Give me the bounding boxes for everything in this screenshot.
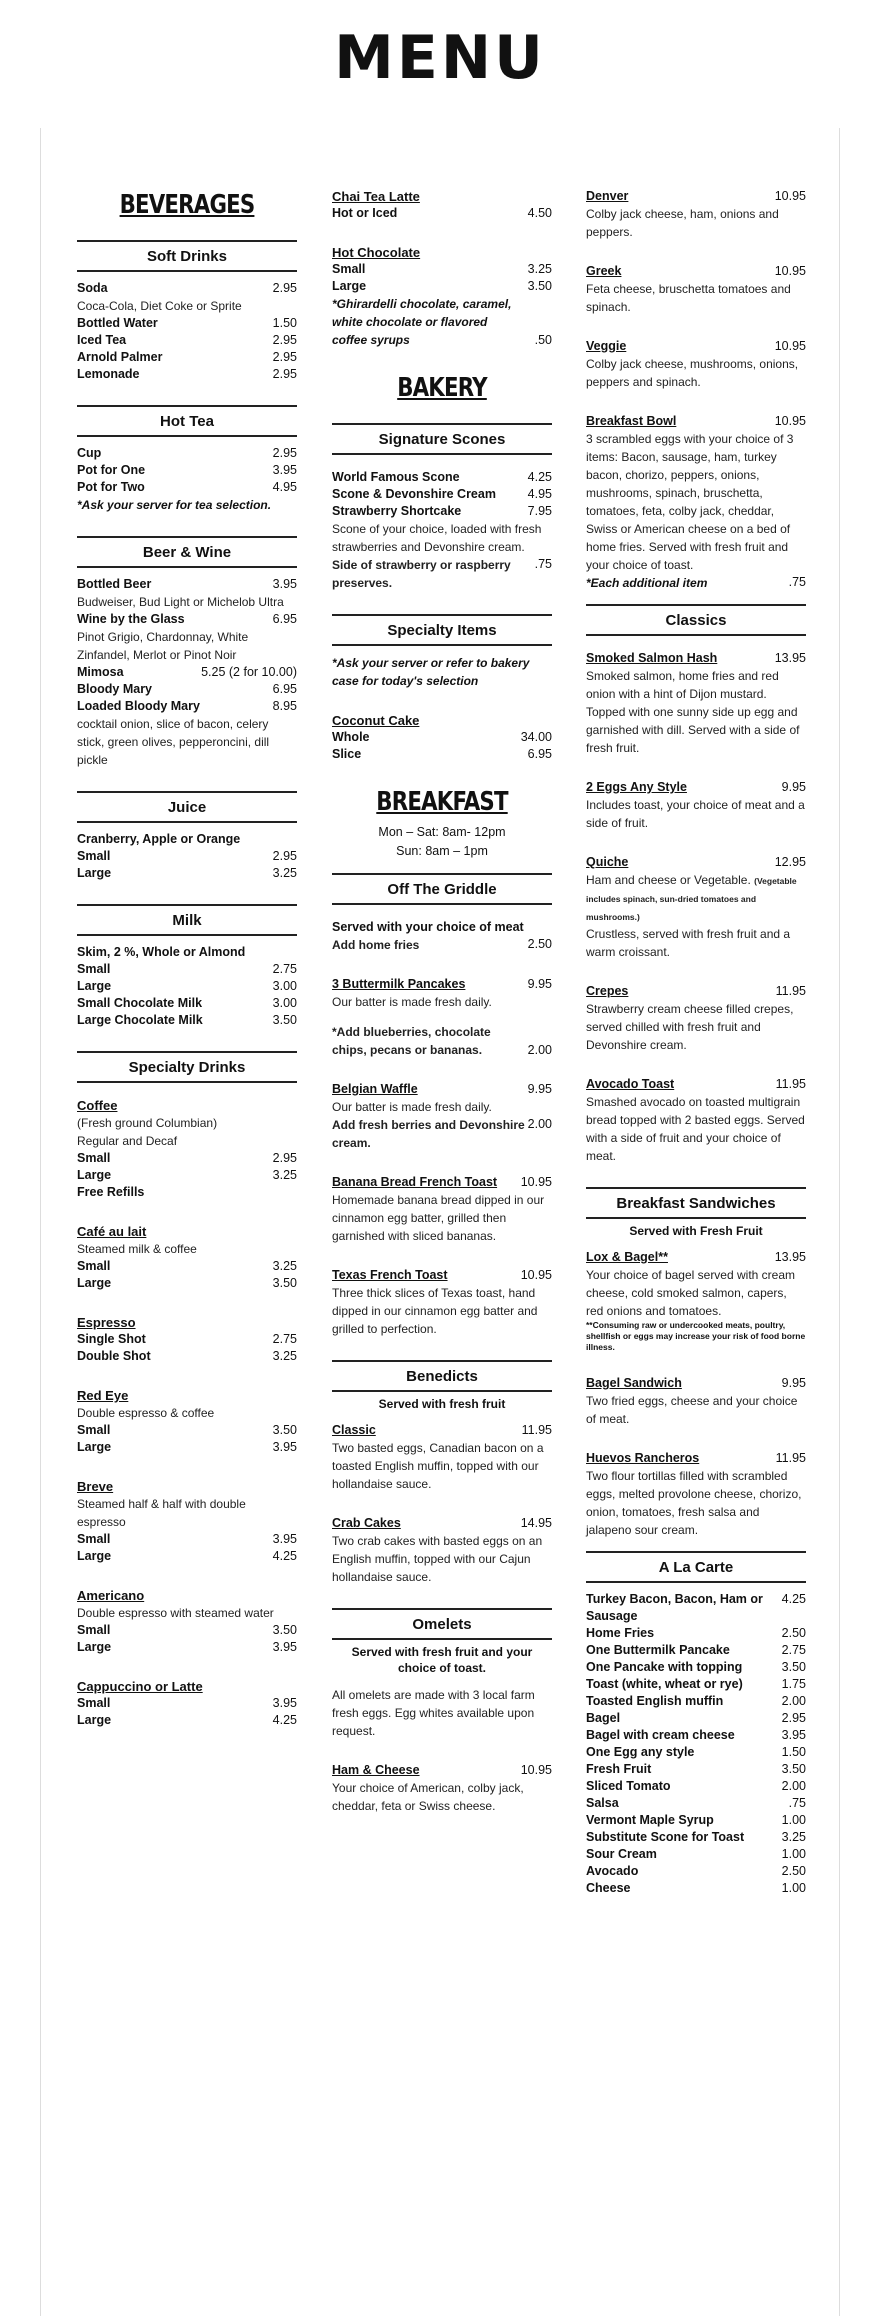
menu-sheet bbox=[40, 128, 840, 2316]
menu-item: Pot for One 3.95 bbox=[77, 463, 297, 477]
menu-item: Huevos Rancheros 11.95 bbox=[586, 1451, 806, 1465]
menu-item: Cranberry, Apple or Orange bbox=[77, 832, 241, 846]
item-description: Your choice of American, colby jack, cheddar, feta or Swiss cheese. bbox=[332, 1781, 524, 1813]
item-description: 3 scrambled eggs with your choice of 3 items: Bacon, sausage, ham, turkey bacon, chorizo, peppers, onions, mushrooms, spinach, bruschetta, tomatoes, feta, colby jack, cheddar, Swiss or American cheese on a bed of home fries. Served with fresh fruit and your choice of toast. bbox=[586, 432, 794, 572]
page-title: MENU bbox=[334, 23, 546, 93]
menu-item: Bloody Mary 6.95 bbox=[77, 682, 297, 696]
bakery-note: *Ask your server or refer to bakery case for today's selection bbox=[332, 656, 530, 688]
menu-item: Salsa .75 bbox=[586, 1796, 806, 1810]
menu-item: Quiche 12.95 bbox=[586, 855, 806, 869]
item-description: Double espresso with steamed water bbox=[77, 1606, 274, 1620]
menu-item: Pot for Two 4.95 bbox=[77, 480, 297, 494]
menu-item: Large 3.00 bbox=[77, 979, 297, 993]
menu-item: Wine by the Glass 6.95 bbox=[77, 612, 297, 626]
menu-item: Small 3.50 bbox=[77, 1623, 297, 1637]
item-description: Homemade banana bread dipped in our cinnamon egg batter, grilled then garnished with sliced bananas. bbox=[332, 1193, 545, 1243]
section-subtitle: Served with fresh fruit bbox=[378, 1397, 506, 1411]
section-a-la-carte: A La Carte bbox=[586, 1551, 806, 1583]
menu-item: Scone & Devonshire Cream 4.95 bbox=[332, 487, 552, 501]
menu-item: 2 Eggs Any Style 9.95 bbox=[586, 780, 806, 794]
menu-item: One Egg any style 1.50 bbox=[586, 1745, 806, 1759]
menu-item: Small 2.95 bbox=[77, 849, 297, 863]
breakfast-hours: Mon – Sat: 8am- 12pm Sun: 8am – 1pm bbox=[378, 825, 506, 858]
menu-item: Large 4.25 bbox=[77, 1549, 297, 1563]
section-soft-drinks: Soft Drinks bbox=[77, 240, 297, 272]
menu-item: Avocado Toast 11.95 bbox=[586, 1077, 806, 1091]
column-beverages bbox=[77, 188, 297, 1729]
menu-item: Large 4.25 bbox=[77, 1713, 297, 1727]
menu-item: *Each additional item .75 bbox=[586, 575, 806, 590]
menu-item: Smoked Salmon Hash 13.95 bbox=[586, 651, 806, 665]
menu-item: Small 3.25 bbox=[77, 1259, 297, 1273]
item-description: Regular and Decaf bbox=[77, 1134, 178, 1148]
item-description: Two crab cakes with basted eggs on an English muffin, topped with our Cajun hollandaise sauce. bbox=[332, 1534, 543, 1584]
item-description: Crustless, served with fresh fruit and a warm croissant. bbox=[586, 927, 791, 959]
menu-item: Double Shot 3.25 bbox=[77, 1349, 297, 1363]
item-description: Smoked salmon, home fries and red onion with a hint of Dijon mustard. Topped with one sunny side up egg and garnished with dill. Served with a side of fresh fruit. bbox=[586, 669, 800, 755]
item-description: Pinot Grigio, Chardonnay, White Zinfandel, Merlot or Pinot Noir bbox=[77, 630, 249, 662]
item-name: Coconut Cake bbox=[332, 713, 420, 728]
menu-item: World Famous Scone 4.25 bbox=[332, 470, 552, 484]
section-hot-tea: Hot Tea bbox=[77, 405, 297, 437]
menu-item: Small 3.95 bbox=[77, 1532, 297, 1546]
menu-item: Fresh Fruit 3.50 bbox=[586, 1762, 806, 1776]
item-description: Two basted eggs, Canadian bacon on a toasted English muffin, topped with our hollandaise sauce. bbox=[332, 1441, 544, 1491]
item-description: Two fried eggs, cheese and your choice of meat. bbox=[586, 1394, 798, 1426]
menu-item: Bagel with cream cheese 3.95 bbox=[586, 1728, 806, 1742]
menu-item: Small 3.25 bbox=[332, 262, 552, 276]
menu-item: Small 3.95 bbox=[77, 1696, 297, 1710]
menu-item: Classic 11.95 bbox=[332, 1423, 552, 1437]
menu-item: One Pancake with topping 3.50 bbox=[586, 1660, 806, 1674]
section-benedicts: Benedicts bbox=[332, 1360, 552, 1392]
menu-item: Ham & Cheese 10.95 bbox=[332, 1763, 552, 1777]
menu-item: Large 3.95 bbox=[77, 1640, 297, 1654]
a-la-carte-list bbox=[586, 1591, 806, 1897]
menu-item: Lemonade 2.95 bbox=[77, 367, 297, 381]
menu-item: Free Refills bbox=[77, 1185, 145, 1199]
menu-item: Large 3.50 bbox=[77, 1276, 297, 1290]
item-description: All omelets are made with 3 local farm fresh eggs. Egg whites available upon request. bbox=[332, 1688, 535, 1738]
menu-item: Slice 6.95 bbox=[332, 747, 552, 761]
item-description: Two flour tortillas filled with scrambled eggs, melted provolone cheese, chorizo, onion, tomatoes, fresh salsa and jalapeno sour cream. bbox=[586, 1469, 802, 1537]
section-beer-wine: Beer & Wine bbox=[77, 536, 297, 568]
bakery-title: BAKERY bbox=[397, 373, 487, 403]
section-subtitle: Served with fresh fruit and your choice of toast. bbox=[351, 1645, 533, 1675]
item-description: Our batter is made fresh daily. bbox=[332, 1100, 492, 1114]
item-description: Your choice of bagel served with cream cheese, cold smoked salmon, capers, red onions and tomatoes. bbox=[586, 1268, 796, 1318]
item-description: Colby jack cheese, ham, onions and peppers. bbox=[586, 207, 779, 239]
menu-item: Toast (white, wheat or rye) 1.75 bbox=[586, 1677, 806, 1691]
menu-item: Single Shot 2.75 bbox=[77, 1332, 297, 1346]
menu-item: Crepes 11.95 bbox=[586, 984, 806, 998]
menu-item: *Ghirardelli chocolate, caramel, white chocolate or flavored coffee syrups .50 bbox=[332, 297, 552, 347]
item-description: Ham and cheese or Vegetable. (Vegetable includes spinach, sun-dried tomatoes and mushrooms.) bbox=[586, 873, 797, 922]
menu-item: Turkey Bacon, Bacon, Ham or Sausage 4.25 bbox=[586, 1592, 806, 1623]
section-omelets: Omelets bbox=[332, 1608, 552, 1640]
menu-item: Vermont Maple Syrup 1.00 bbox=[586, 1813, 806, 1827]
menu-item: 3 Buttermilk Pancakes 9.95 bbox=[332, 977, 552, 991]
column-bakery-breakfast bbox=[332, 188, 552, 1815]
beverages-title: BEVERAGES bbox=[119, 190, 255, 220]
section-breakfast-sandwiches: Breakfast Sandwiches bbox=[586, 1187, 806, 1219]
item-description: Feta cheese, bruschetta tomatoes and spinach. bbox=[586, 282, 791, 314]
item-description: (Fresh ground Columbian) bbox=[77, 1116, 218, 1130]
menu-item: Large 3.25 bbox=[77, 1168, 297, 1182]
menu-item: Belgian Waffle 9.95 bbox=[332, 1082, 552, 1096]
menu-item: Whole 34.00 bbox=[332, 730, 552, 744]
item-name: Coffee bbox=[77, 1098, 118, 1113]
menu-item: Arnold Palmer 2.95 bbox=[77, 350, 297, 364]
menu-item: Sliced Tomato 2.00 bbox=[586, 1779, 806, 1793]
item-name: Café au lait bbox=[77, 1224, 147, 1239]
menu-item: Small 2.95 bbox=[77, 1151, 297, 1165]
item-description: Our batter is made fresh daily. bbox=[332, 995, 492, 1009]
menu-item: Loaded Bloody Mary 8.95 bbox=[77, 699, 297, 713]
menu-item: Cheese 1.00 bbox=[586, 1881, 806, 1895]
item-description: Smashed avocado on toasted multigrain bread topped with 2 basted eggs. Served with a side of fruit and your choice of meat. bbox=[586, 1095, 805, 1163]
menu-item: Small 2.75 bbox=[77, 962, 297, 976]
item-name: Red Eye bbox=[77, 1388, 129, 1403]
menu-item: Large 3.50 bbox=[332, 279, 552, 293]
item-description: Scone of your choice, loaded with fresh strawberries and Devonshire cream. bbox=[332, 522, 542, 554]
menu-item: Texas French Toast 10.95 bbox=[332, 1268, 552, 1282]
menu-item: Add fresh berries and Devonshire cream. 2.00 bbox=[332, 1117, 552, 1150]
menu-item: Bottled Water 1.50 bbox=[77, 316, 297, 330]
menu-item: Large Chocolate Milk 3.50 bbox=[77, 1013, 297, 1027]
item-name: Chai Tea Latte bbox=[332, 189, 420, 204]
item-name: Breve bbox=[77, 1479, 114, 1494]
menu-item: Side of strawberry or raspberry preserves. .75 bbox=[332, 557, 552, 590]
menu-item: Crab Cakes 14.95 bbox=[332, 1516, 552, 1530]
column-omelets-classics bbox=[586, 188, 806, 1897]
menu-item: Avocado 2.50 bbox=[586, 1864, 806, 1878]
menu-item: Add home fries 2.50 bbox=[332, 937, 552, 952]
item-description: Double espresso & coffee bbox=[77, 1406, 215, 1420]
menu-item: Breakfast Bowl 10.95 bbox=[586, 414, 806, 428]
item-description: Steamed milk & coffee bbox=[77, 1242, 197, 1256]
item-name: Cappuccino or Latte bbox=[77, 1679, 203, 1694]
menu-item: Small Chocolate Milk 3.00 bbox=[77, 996, 297, 1010]
menu-item: Bagel Sandwich 9.95 bbox=[586, 1376, 806, 1390]
tea-note: *Ask your server for tea selection. bbox=[77, 498, 272, 512]
section-signature-scones: Signature Scones bbox=[332, 423, 552, 455]
menu-item: Bagel 2.95 bbox=[586, 1711, 806, 1725]
menu-item: Soda 2.95 bbox=[77, 281, 297, 295]
item-description: Three thick slices of Texas toast, hand dipped in our cinnamon egg batter and grilled to perfection. bbox=[332, 1286, 538, 1336]
menu-item: Cup 2.95 bbox=[77, 446, 297, 460]
section-milk: Milk bbox=[77, 904, 297, 936]
menu-item: Greek 10.95 bbox=[586, 264, 806, 278]
menu-item: Small 3.50 bbox=[77, 1423, 297, 1437]
menu-item: Hot or Iced 4.50 bbox=[332, 206, 552, 220]
menu-item: Served with your choice of meat bbox=[332, 920, 524, 934]
item-name: Americano bbox=[77, 1588, 145, 1603]
menu-item: Large 3.95 bbox=[77, 1440, 297, 1454]
menu-item: Skim, 2 %, Whole or Almond bbox=[77, 945, 246, 959]
item-description: Colby jack cheese, mushrooms, onions, peppers and spinach. bbox=[586, 357, 799, 389]
section-classics: Classics bbox=[586, 604, 806, 636]
section-off-the-griddle: Off The Griddle bbox=[332, 873, 552, 905]
menu-item: Bottled Beer 3.95 bbox=[77, 577, 297, 591]
menu-item: *Add blueberries, chocolate chips, pecans or bananas. 2.00 bbox=[332, 1025, 552, 1057]
item-name: Espresso bbox=[77, 1315, 136, 1330]
section-juice: Juice bbox=[77, 791, 297, 823]
menu-item: Lox & Bagel** 13.95 bbox=[586, 1250, 806, 1264]
menu-item: Toasted English muffin 2.00 bbox=[586, 1694, 806, 1708]
section-subtitle: Served with Fresh Fruit bbox=[629, 1224, 763, 1238]
menu-item: Strawberry Shortcake 7.95 bbox=[332, 504, 552, 518]
breakfast-title: BREAKFAST bbox=[376, 787, 508, 817]
section-specialty-items: Specialty Items bbox=[332, 614, 552, 646]
menu-item: Veggie 10.95 bbox=[586, 339, 806, 353]
food-warning: **Consuming raw or undercooked meats, poultry, shellfish or eggs may increase your risk of food borne illness. bbox=[586, 1320, 806, 1352]
menu-item: Substitute Scone for Toast 3.25 bbox=[586, 1830, 806, 1844]
menu-item: Iced Tea 2.95 bbox=[77, 333, 297, 347]
menu-item: Banana Bread French Toast 10.95 bbox=[332, 1175, 552, 1189]
menu-item: Sour Cream 1.00 bbox=[586, 1847, 806, 1861]
item-description: Coca-Cola, Diet Coke or Sprite bbox=[77, 299, 242, 313]
menu-item: One Buttermilk Pancake 2.75 bbox=[586, 1643, 806, 1657]
item-description: Steamed half & half with double espresso bbox=[77, 1497, 246, 1529]
menu-item: Denver 10.95 bbox=[586, 189, 806, 203]
menu-item: Home Fries 2.50 bbox=[586, 1626, 806, 1640]
menu-item: Large 3.25 bbox=[77, 866, 297, 880]
item-description: Strawberry cream cheese filled crepes, served chilled with fresh fruit and Devonshire cream. bbox=[586, 1002, 794, 1052]
menu-item: Mimosa 5.25 (2 for 10.00) bbox=[77, 665, 297, 679]
item-name: Hot Chocolate bbox=[332, 245, 421, 260]
item-description: cocktail onion, slice of bacon, celery stick, green olives, pepperoncini, dill pickle bbox=[77, 717, 270, 767]
item-description: Includes toast, your choice of meat and a side of fruit. bbox=[586, 798, 805, 830]
section-specialty-drinks: Specialty Drinks bbox=[77, 1051, 297, 1083]
item-description: Budweiser, Bud Light or Michelob Ultra bbox=[77, 595, 284, 609]
